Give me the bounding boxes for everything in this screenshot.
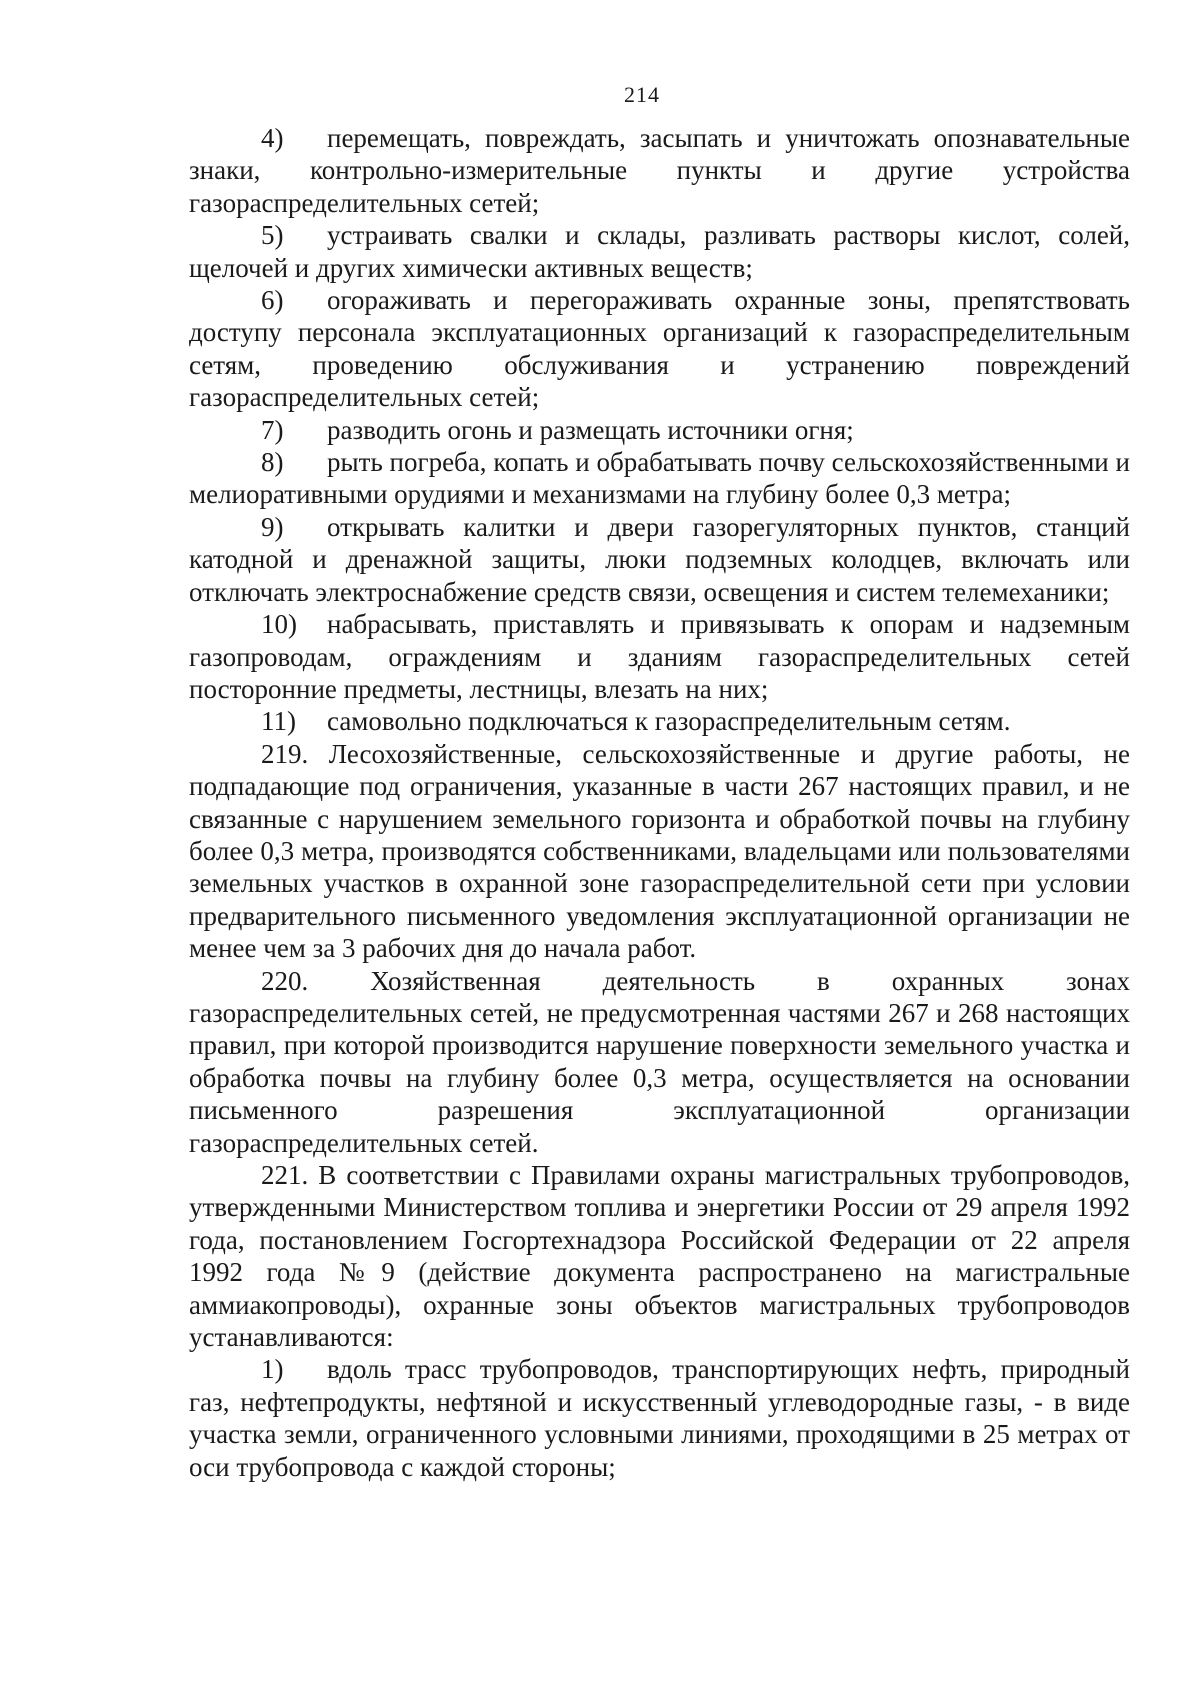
list-item-number: 10) [261,609,297,640]
paragraph-220: 220. Хозяйственная деятельность в охранных зонах газораспределительных сетей, не предусмотренная частями 267 и 268 настоящих правил, при которой производится нарушение поверхности земельного участка и обработка почвы на глубину более 0,3 метра, осуществляется на основании письменного разрешения эксплуатационной организации газораспределительных сетей. [189,965,1130,1158]
list-item-text: рыть погреба, копать и обрабатывать почву сельскохозяйственными и мелиоративными орудиями и механизмами на глубину более 0,3 метра; [189,447,1130,510]
list-item-number: 5) [261,220,284,251]
list-item-8 [189,446,1130,511]
list-item-text: перемещать, повреждать, засыпать и уничтожать опознавательные знаки, контрольно-измерительные пункты и другие устройства газораспределительных сетей; [189,123,1130,218]
list-item-5 [189,219,1130,284]
list-item-number: 11) [261,706,296,737]
list-item-10 [189,608,1130,705]
list-item-number: 4) [261,123,284,153]
list-item-number: 9) [261,511,284,542]
page-number: 214 [624,82,660,107]
list-item-text: открывать калитки и двери газорегуляторных пунктов, станций катодной и дренажной защиты, люки подземных колодцев, включать или отключать электроснабжение средств связи, освещения и систем телемеханики; [189,511,1130,607]
list-item-4 [189,122,1130,219]
list-item-text: устраивать свалки и склады, разливать растворы кислот, солей, щелочей и других химически активных веществ; [189,220,1130,283]
paragraph-219: 219. Лесохозяйственные, сельскохозяйственные и другие работы, не подпадающие под ограничения, указанные в части 267 настоящих правил, и не связанные с нарушением земельного горизонта и обработкой почвы на глубину более 0,3 метра, производятся собственниками, владельцами или пользователями земельных участков в охранной зоне газораспределительной сети при условии предварительного письменного уведомления эксплуатационной организации не менее чем за 3 рабочих дня до начала работ. [189,738,1130,964]
list-item-number: 7) [261,414,284,445]
list-item-text: вдоль трасс трубопроводов, транспортирующих нефть, природный газ, нефтепродукты, нефтяной и искусственный углеводородные газы, - в виде участка земли, ограниченного условными линиями, проходящими в 25 метрах от оси трубопровода с каждой стороны; [189,1354,1130,1482]
list-item-11 [189,705,1130,737]
list-item-6 [189,284,1130,414]
list-item-1 [189,1353,1130,1483]
list-item-7 [189,414,1130,446]
list-item-number: 6) [261,285,284,316]
list-item-text: разводить огонь и размещать источники огня; [327,414,854,445]
list-item-text: огораживать и перегораживать охранные зоны, препятствовать доступу персонала эксплуатационных организаций к газораспределительным сетям, проведению обслуживания и устранению повреждений газораспределительных сетей; [189,285,1130,413]
list-item-number: 1) [261,1354,284,1385]
list-item-9 [189,511,1130,608]
paragraph-221: 221. В соответствии с Правилами охраны магистральных трубопроводов, утвержденными Министерством топлива и энергетики России от 29 апреля 1992 года, постановлением Госгортехнадзора Российской Федерации от 22 апреля 1992 года №9 (действие документа распространено на магистральные аммиакопроводы), охранные зоны объектов магистральных трубопроводов устанавливаются: [189,1160,1130,1353]
document-body [189,122,1130,1483]
list-item-text: набрасывать, приставлять и привязывать к опорам и надземным газопроводам, ограждениям и зданиям газораспределительных сетей посторонние предметы, лестницы, влезать на них; [189,609,1130,704]
list-item-number: 8) [261,447,284,478]
list-item-text: самовольно подключаться к газораспределительным сетям. [327,706,1011,737]
